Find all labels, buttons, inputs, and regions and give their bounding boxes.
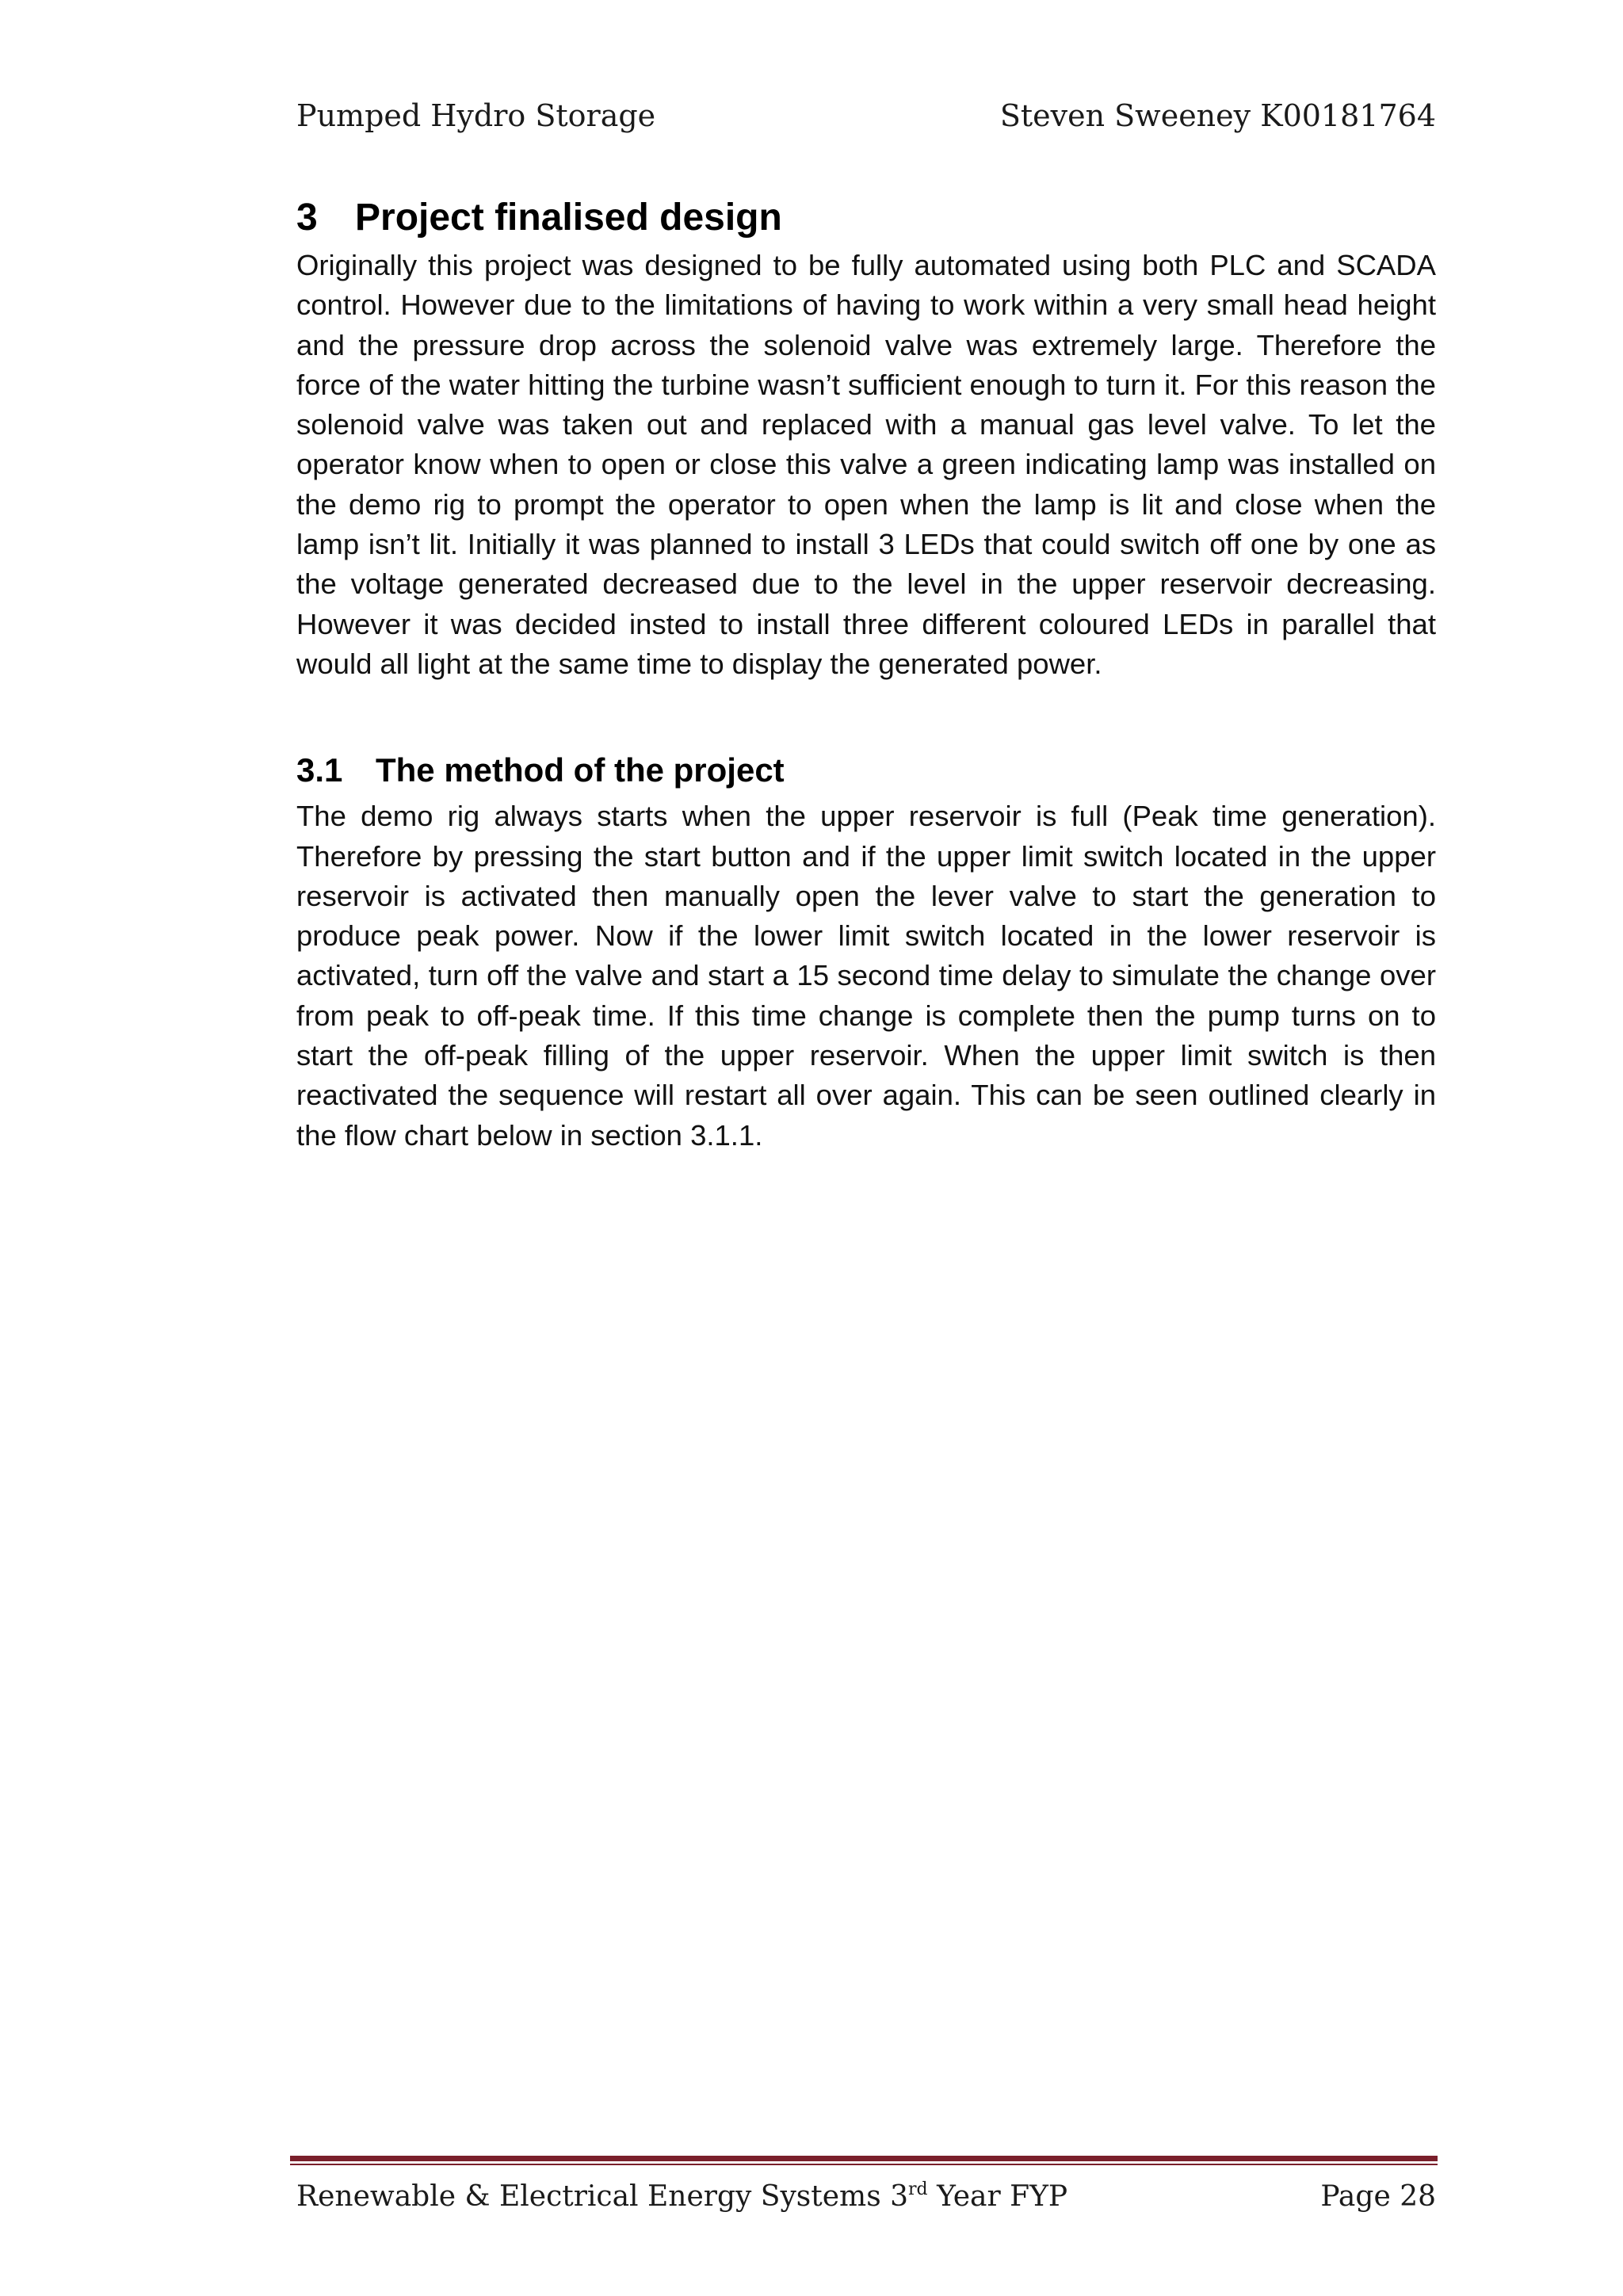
subsection-title: The method of the project — [376, 751, 785, 789]
page-footer — [296, 2173, 1436, 2221]
section-number: 3 — [296, 197, 318, 239]
footer-course-ordinal: rd — [908, 2179, 928, 2199]
footer-course-text: Renewable & Electrical Energy Systems 3 — [296, 2180, 909, 2213]
header-author: Steven Sweeney K00181764 — [999, 98, 1436, 133]
subsection-heading — [296, 744, 1436, 797]
page-number: Page 28 — [1320, 2180, 1436, 2213]
section-heading — [296, 190, 1436, 246]
section-title: Project finalised design — [355, 197, 782, 239]
header-document-title: Pumped Hydro Storage — [296, 98, 656, 133]
section-paragraph: Originally this project was designed to be fully automated using both PLC and SCADA control. However due to the limitations of having to work within a very small head height and the pressure drop across the solenoid valve was extremely large. Therefore the force of the water hitting the turbine wasn’t sufficient enough to turn it. For this reason the solenoid valve was taken out and replaced with a manual gas level valve. To let the operator know when to open or close this valve a green indicating lamp was installed on the demo rig to prompt the operator to open when the lamp is lit and close when the lamp isn’t lit. Initially it was planned to install 3 LEDs that could switch off one by one as the voltage generated decreased due to the level in the upper reservoir decreasing. However it was decided insted to install three different coloured LEDs in parallel that would all light at the same time to display the generated power. — [296, 249, 1436, 680]
footer-course-text-end: Year FYP — [927, 2180, 1068, 2213]
footer-divider-thick — [290, 2156, 1438, 2161]
page-header — [296, 92, 1436, 139]
subsection-number: 3.1 — [296, 751, 343, 789]
footer-divider-thin — [290, 2164, 1438, 2165]
footer-divider — [290, 2156, 1438, 2167]
footer-course — [296, 2173, 1067, 2221]
subsection-paragraph: The demo rig always starts when the upper reservoir is full (Peak time generation). Therefore by pressing the start button and if the upper limit switch located in the upper reservoir is activated then manually open the lever valve to start the generation to produce peak power. Now if the lower limit switch located in the lower reservoir is activated, turn off the valve and start a 15 second time delay to simulate the change over from peak to off-peak time. If this time change is complete then the pump turns on to start the off-peak filling of the upper reservoir. When the upper limit switch is then reactivated the sequence will restart all over again. This can be seen outlined clearly in the flow chart below in section 3.1.1. — [296, 800, 1436, 1152]
page-content — [296, 190, 1436, 1156]
